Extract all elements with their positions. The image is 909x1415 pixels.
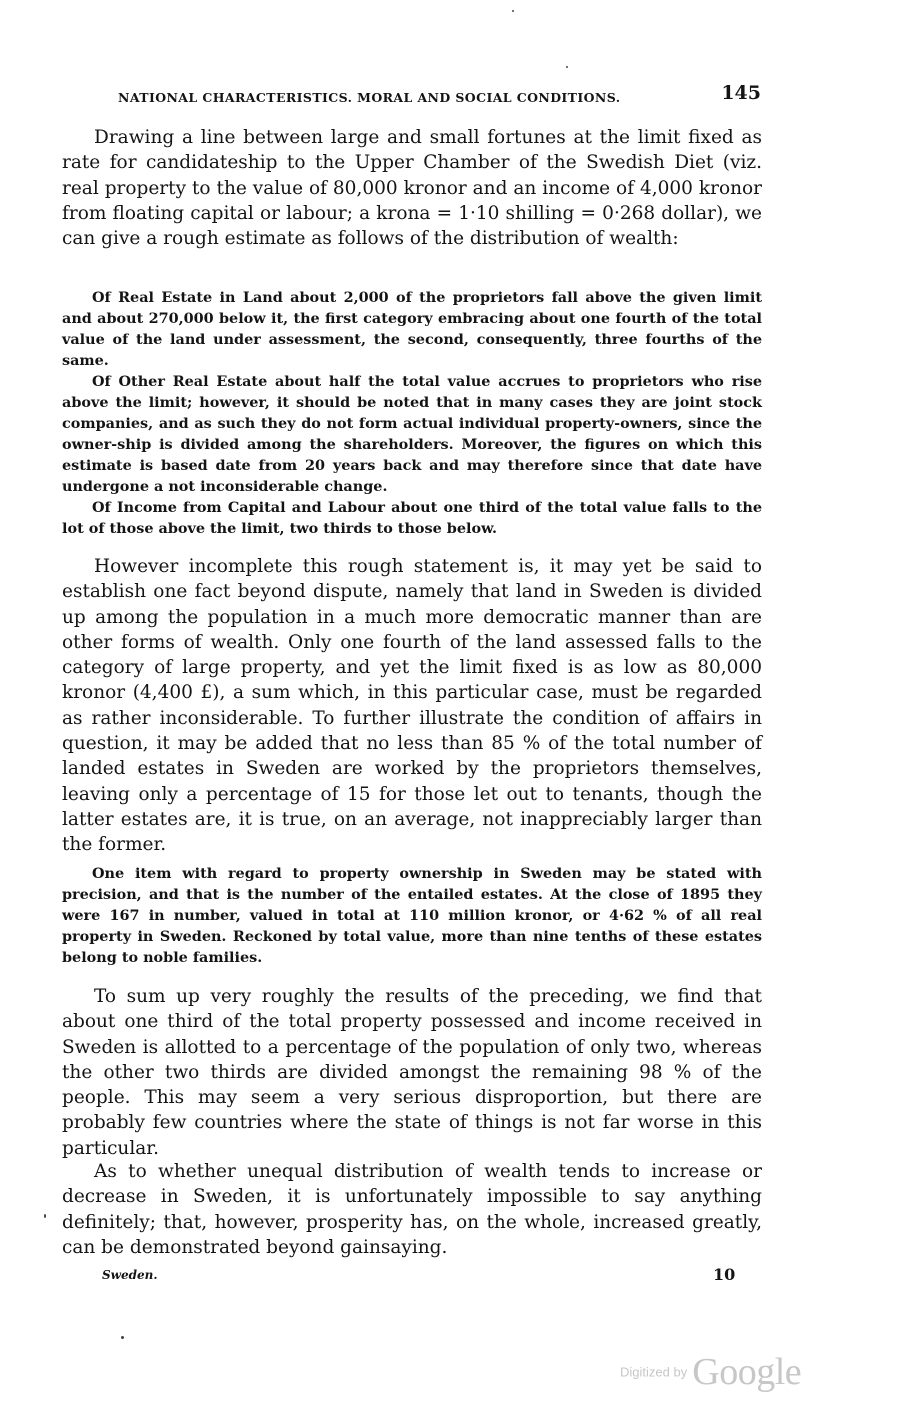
scan-speck: [121, 1336, 124, 1339]
note-other-real-estate: Of Other Real Estate about half the total value accrues to proprietors who rise above the limit; however, it should be noted that in many cases they are joint stock companies, and as such they do not form actual individual property-owners, since the owner-ship is divided among the shareholders. Moreover, the figures on which this estimate is based date from 20 years back and may therefore since that date have undergone a not inconsiderable change.: [62, 373, 762, 495]
scan-speck: [566, 66, 568, 68]
watermark-brand: Google: [692, 1351, 802, 1393]
watermark-prefix: Digitized by: [620, 1364, 688, 1380]
page-number: 145: [721, 82, 761, 104]
note-income-capital-labour: Of Income from Capital and Labour about one third of the total value falls to the lot of those above the limit, two thirds to those below.: [62, 499, 762, 537]
paragraph-land-distribution: However incomplete this rough statement is, it may yet be said to establish one fact beyond dispute, namely that land in Sweden is divided up among the population in a much more democratic manner than are other forms of wealth. Only one fourth of the land assessed falls to the category of large property, and yet the limit fixed is as low as 80,000 kronor (4,400 £), a sum which, in this particular case, must be regarded as rather inconsiderable. To further illustrate the condition of affairs in question, it may be added that no less than 85 % of the total number of landed estates in Sweden are worked by the proprietors themselves, leaving only a percentage of 15 for those let out to tenants, though the latter estates are, it is true, on an average, not inappreciably larger than the former.: [62, 556, 762, 856]
footer-sheet-number: 10: [713, 1265, 736, 1284]
running-head: NATIONAL CHARACTERISTICS. MORAL AND SOCIAL CONDITIONS.: [118, 90, 621, 105]
footer-signature: Sweden.: [102, 1268, 158, 1282]
digitization-watermark: [620, 1350, 801, 1394]
paragraph-intro: Drawing a line between large and small fortunes at the limit fixed as rate for candidateship to the Upper Chamber of the Swedish Diet (viz. real property to the value of 80,000 kronor and an income of 4,000 kronor from floating capital or labour; a krona = 1·10 shilling = 0·268 dollar), we can give a rough estimate as follows of the distribution of wealth:: [62, 127, 762, 250]
note-entailed-estates: One item with regard to property ownership in Sweden may be stated with precision, and that is the number of the entailed estates. At the close of 1895 they were 167 in number, valued in total at 110 million kronor, or 4·62 % of all real property in Sweden. Reckoned by total value, more than nine tenths of these estates belong to noble families.: [62, 865, 762, 966]
scan-speck: [44, 1214, 46, 1218]
scan-speck: [512, 10, 514, 12]
page-header: [116, 82, 761, 112]
note-real-estate-land: Of Real Estate in Land about 2,000 of the proprietors fall above the given limit and about 270,000 below it, the first category embracing about one fourth of the total value of the land under assessment, the second, consequently, three fourths of the same.: [62, 289, 762, 369]
paragraph-summary: To sum up very roughly the results of the preceding, we find that about one third of the total property possessed and income received in Sweden is allotted to a percentage of the population of only two, whereas the other two thirds are divided amongst the remaining 98 % of the people. This may seem a very serious disproportion, but there are probably few countries where the state of things is not far worse in this particular.: [62, 986, 762, 1159]
paragraph-prosperity: As to whether unequal distribution of wealth tends to increase or decrease in Sweden, it is unfortunately impossible to say anything definitely; that, however, prosperity has, on the whole, increased greatly, can be demonstrated beyond gainsaying.: [62, 1161, 762, 1258]
